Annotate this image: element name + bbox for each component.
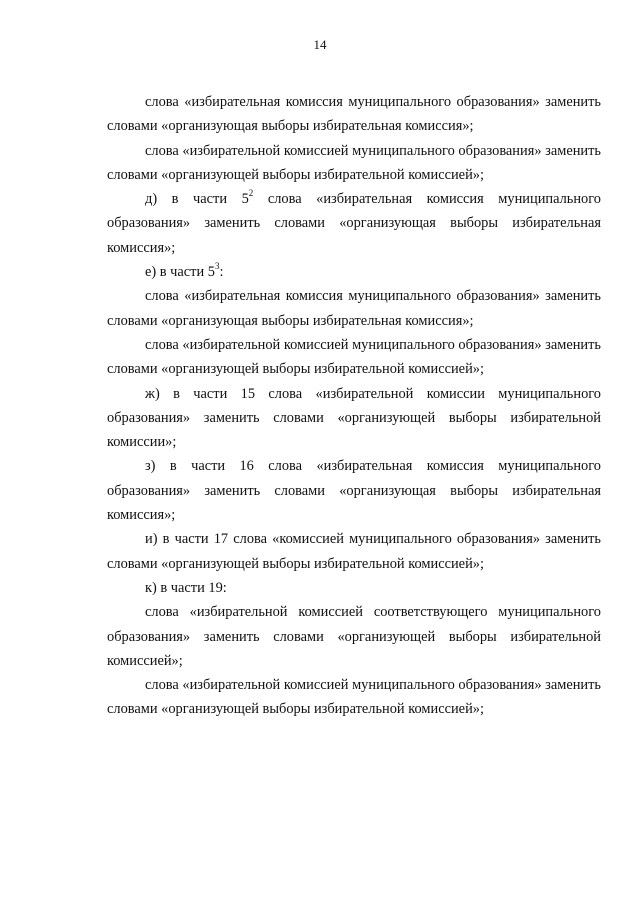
paragraph-9: и) в части 17 слова «комиссией муниципального образования» заменить словами «организующей выборы избирательной комиссией»;	[107, 531, 601, 572]
superscript: 3	[214, 261, 220, 272]
paragraph-1: слова «избирательная комиссия муниципального образования» заменить словами «организующая выборы избирательная комиссия»;	[107, 94, 601, 135]
paragraph-11: слова «избирательной комиссией соответствующего муниципального образования» заменить словами «организующей выборы избирательной комиссией»;	[107, 604, 601, 669]
document-body	[107, 90, 601, 722]
paragraph-6: слова «избирательной комиссией муниципального образования» заменить словами «организующей выборы избирательной комиссией»;	[107, 336, 601, 378]
paragraph-4-rest: :	[219, 264, 224, 281]
paragraph-3	[107, 187, 601, 260]
paragraph-10: к) в части 19:	[145, 579, 227, 596]
paragraph-8: з) в части 16 слова «избирательная комиссия муниципального образования» заменить словами «организующая выборы избирательная комиссия»;	[107, 458, 601, 524]
paragraph-4	[107, 260, 601, 284]
paragraph-3-rest: слова «избирательная комиссия муниципального образования» заменить словами «организующая выборы избирательная комиссия»;	[107, 191, 601, 256]
paragraph-5: слова «избирательная комиссия муниципального образования» заменить словами «организующая выборы избирательная комиссия»;	[107, 288, 601, 329]
page-number: 14	[313, 37, 327, 52]
paragraph-7: ж) в части 15 слова «избирательной комиссии муниципального образования» заменить словами «организующей выборы избирательной комиссии»;	[107, 385, 601, 451]
paragraph-2: слова «избирательной комиссией муниципального образования» заменить словами «организующей выборы избирательной комиссией»;	[107, 142, 601, 183]
paragraph-3-start: д) в части 5	[145, 191, 249, 208]
superscript: 2	[248, 188, 254, 199]
paragraph-12: слова «избирательной комиссией муниципального образования» заменить словами «организующей выборы избирательной комиссией»;	[107, 677, 601, 718]
paragraph-4-start: е) в части 5	[145, 264, 215, 281]
